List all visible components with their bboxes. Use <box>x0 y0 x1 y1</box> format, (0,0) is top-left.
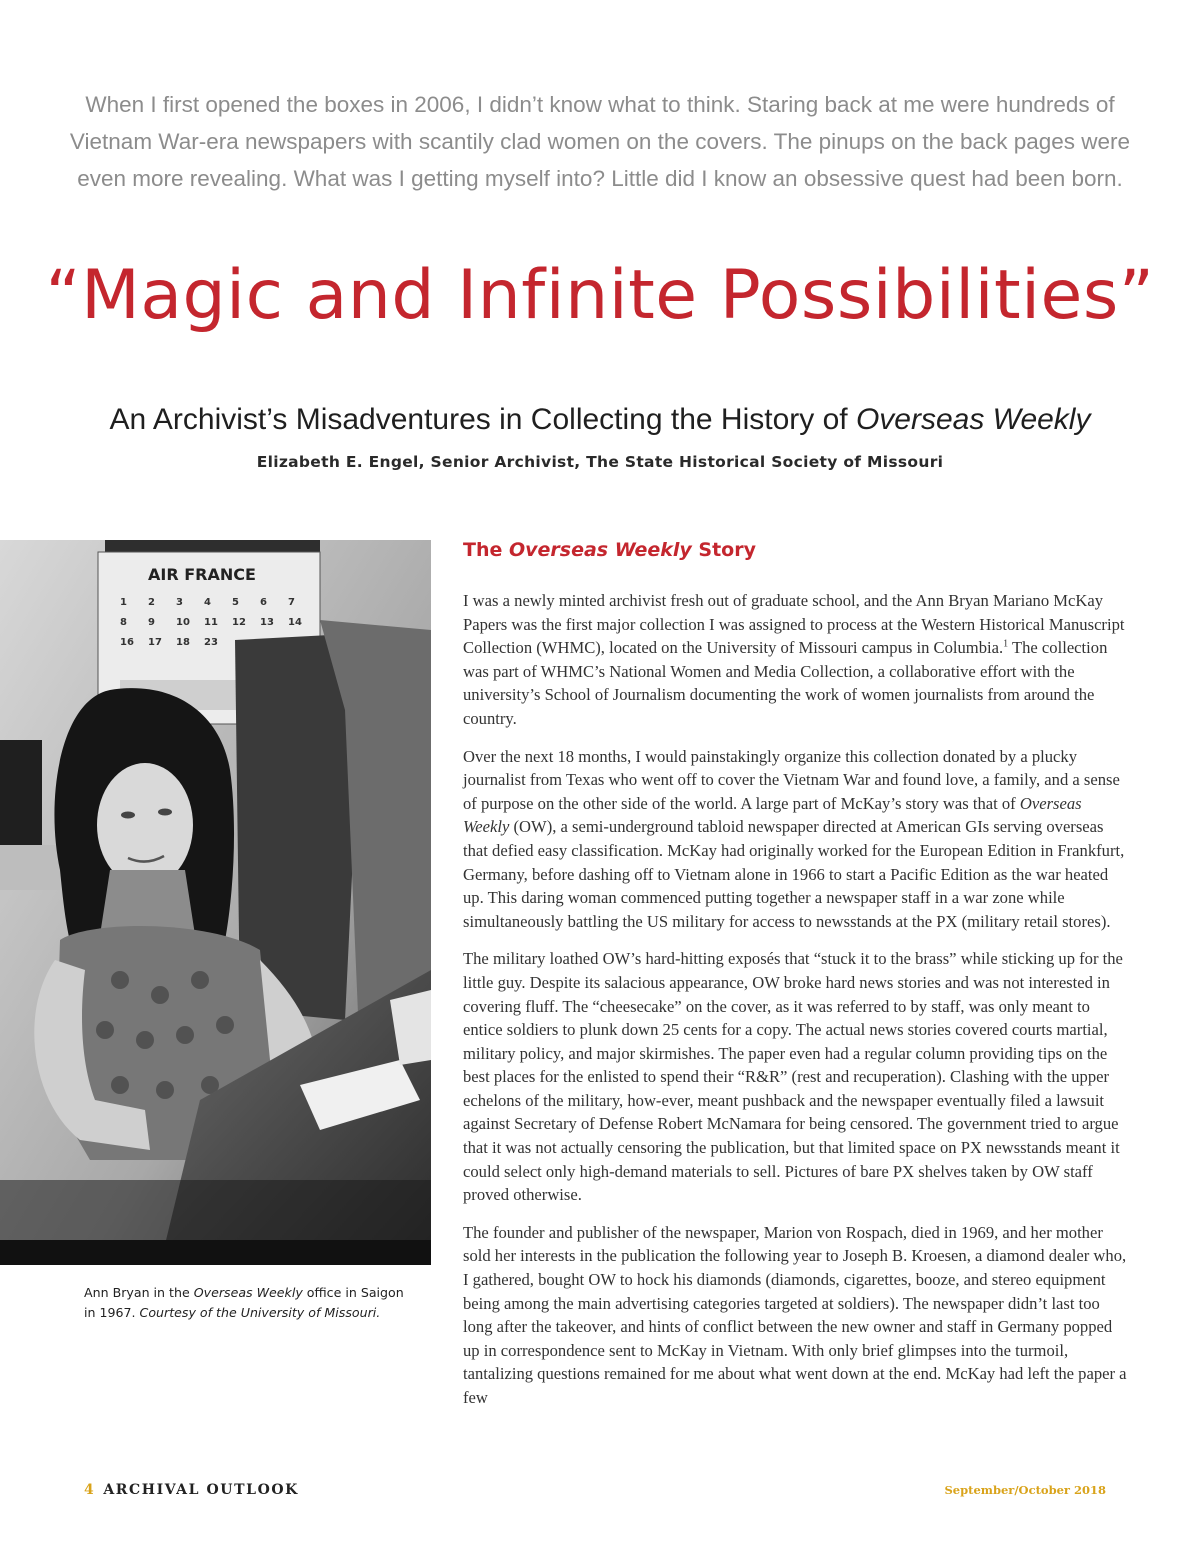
calendar-day: 18 <box>176 637 190 648</box>
calendar-day: 3 <box>176 597 183 608</box>
body-paragraph: The founder and publisher of the newspaper, Marion von Rospach, died in 1969, and her mother sold her interests in the publication the following year to Joseph B. Kroesen, a diamond dealer who, I gathered, bought OW to hock his diamonds (diamonds, cigarettes, booze, and stereo equipment being among the main advertising categories targeted at soldiers). The newspaper didn’t last too long after the takeover, and hints of conflict between the new owner and staff in Germany popped up in correspondence sent to McKay in Vietnam. With only brief glimpses into the turmoil, tantalizing questions remained for me about what went down at the end. McKay had left the paper a few <box>463 1222 1127 1407</box>
section-heading-publication: Overseas Weekly <box>509 539 692 561</box>
caption-text: office in Saigon in 1967. <box>84 1285 404 1320</box>
photo-caption <box>84 1283 404 1323</box>
caption-text: Ann Bryan in the <box>84 1285 194 1300</box>
publication-title: ARCHIVAL OUTLOOK <box>103 1482 299 1498</box>
calendar-day: 11 <box>204 617 218 628</box>
section-heading <box>463 536 756 564</box>
article-body <box>463 589 1127 1424</box>
footer-issue-date: September/October 2018 <box>944 1483 1106 1497</box>
section-heading-text: The <box>463 539 509 561</box>
photo-illustration <box>0 540 431 1265</box>
calendar-day: 16 <box>120 637 134 648</box>
subtitle-text: An Archivist’s Misadventures in Collecting the History of <box>109 403 856 436</box>
calendar-day: 8 <box>120 617 127 628</box>
article-title: “Magic and Infinite Possibilities” <box>45 256 1155 335</box>
body-text: (OW), a semi-underground tabloid newspaper directed at American GIs serving overseas that defied easy classification. McKay had originally worked for the European Edition in Frankfurt, Germany, before dashing off to Vietnam alone in 1966 to start a Pacific Edition as the war heated up. This daring woman commenced putting together a newspaper staff in a war zone while simultaneously battling the US military for access to newsstands at the PX (military retail stores). <box>463 817 1125 931</box>
body-text: Over the next 18 months, I would painstakingly organize this collection donated by a plucky journalist from Texas who went off to cover the Vietnam War and found love, a family, and a sense of purpose on the other side of the world. A large part of McKay’s story was that of <box>463 746 1120 813</box>
author-byline: Elizabeth E. Engel, Senior Archivist, The State Historical Society of Missouri <box>256 453 944 471</box>
calendar-day: 14 <box>288 617 302 628</box>
calendar-day: 6 <box>260 597 267 608</box>
calendar-day: 17 <box>148 637 162 648</box>
body-paragraph <box>463 589 1127 731</box>
calendar-day: 2 <box>148 597 155 608</box>
intro-paragraph <box>40 86 1160 197</box>
body-text: The collection was part of WHMC’s National Women and Media Collection, a collaborative effort with the university’s School of Journalism documenting the work of women journalists from around the country. <box>463 638 1108 728</box>
body-text: I was a newly minted archivist fresh out of graduate school, and the Ann Bryan Mariano McKay Papers was the first major collection I was assigned to process at the Western Historical Manuscript Collection (WHMC), located on the University of Missouri campus in Columbia. <box>463 591 1125 658</box>
calendar-title: AIR FRANCE <box>148 565 256 584</box>
subtitle-publication-name: Overseas Weekly <box>855 403 1091 436</box>
intro-line: When I first opened the boxes in 2006, I didn’t know what to think. Staring back at me were hundreds of <box>85 92 1115 117</box>
intro-line: even more revealing. What was I getting myself into? Little did I know an obsessive quest had been born. <box>77 166 1123 191</box>
calendar-day: 12 <box>232 617 246 628</box>
calendar-day: 7 <box>288 597 295 608</box>
intro-line: Vietnam War-era newspapers with scantily clad women on the covers. The pinups on the back pages were <box>69 129 1131 154</box>
calendar-day: 13 <box>260 617 274 628</box>
calendar-day: 9 <box>148 617 155 628</box>
page-number: 4 <box>84 1482 96 1498</box>
body-paragraph: The military loathed OW’s hard-hitting exposés that “stuck it to the brass” while sticking up for the little guy. Despite its salacious appearance, OW broke hard news stories and was not interested in covering fluff. The “cheesecake” on the cover, as it was referred to by staff, was only meant to entice soldiers to plunk down 25 cents for a copy. The actual news stories covered courts martial, military policy, and major skirmishes. The paper even had a regular column providing tips on the best places for the enlisted to spend their “R&R” (rest and recuperation). Clashing with the upper echelons of the military, how-ever, meant pushback and the newspaper eventually filed a lawsuit against Secretary of Defense Robert McNamara for being censored. The government tried to argue that it was not actually censoring the publication, but that limited space on PX newsstands meant it could select only high-demand materials to sell. Pictures of bare PX shelves taken by OW staff proved otherwise. <box>463 949 1123 1205</box>
footer-publication <box>84 1482 299 1498</box>
section-heading-text: Story <box>691 539 756 561</box>
calendar-day: 5 <box>232 597 239 608</box>
caption-publication-name: Overseas Weekly <box>193 1285 303 1300</box>
calendar-day: 4 <box>204 597 211 608</box>
body-paragraph <box>463 745 1127 934</box>
publication-name: Overseas Weekly <box>463 793 1082 837</box>
archival-photo <box>0 540 431 1265</box>
caption-credit: Courtesy of the University of Missouri. <box>139 1305 381 1320</box>
article-subtitle <box>0 398 1200 442</box>
footnote-marker[interactable]: 1 <box>1003 638 1009 650</box>
calendar-day: 10 <box>176 617 190 628</box>
calendar-day: 23 <box>204 637 218 648</box>
calendar-day: 1 <box>120 597 127 608</box>
